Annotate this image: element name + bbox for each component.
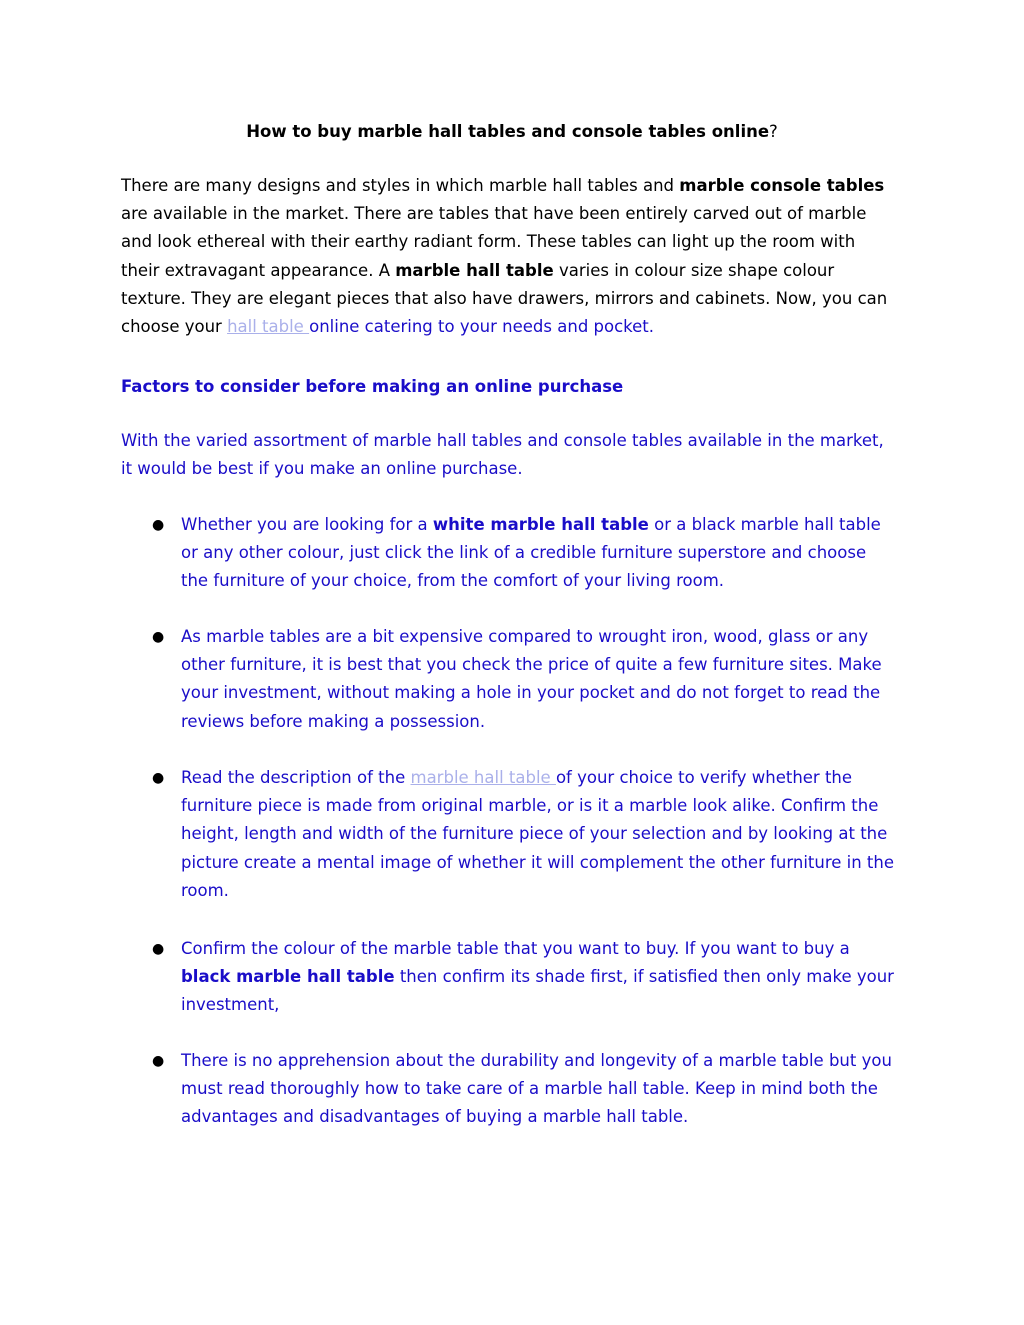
list-item <box>181 764 896 905</box>
bullet-dot-icon <box>152 764 166 778</box>
intro-bold-1: marble console tables <box>679 176 885 195</box>
bullet-3-text-a: Read the description of the <box>181 768 411 787</box>
bullet-3-text-c: of your choice to verify whether the furniture piece is made from original marble, or is it a marble look alike. Confirm the height, length and width of the furniture piece of your selection and by looking at the picture create a mental image of whether it will complement the other furniture in the room. <box>181 768 895 900</box>
bullet-dot-icon <box>152 1047 166 1061</box>
document-title <box>0 118 1024 146</box>
document-title-tail: ? <box>769 122 778 141</box>
marble-hall-table-link[interactable]: marble hall table <box>410 768 556 787</box>
bullet-4-text-a: Confirm the colour of the marble table that you want to buy. If you want to buy a <box>181 939 850 958</box>
list-item <box>181 623 896 736</box>
section-heading: Factors to consider before making an online purchase <box>121 377 624 396</box>
intro-bold-2: marble hall table <box>395 260 554 280</box>
bullet-5-text: There is no apprehension about the durability and longevity of a marble table but you must read thoroughly how to take care of a marble hall table. Keep in mind both the advantages and disadvantages of buying a marble hall table. <box>181 1051 892 1127</box>
bullet-2-text: As marble tables are a bit expensive compared to wrought iron, wood, glass or any other furniture, it is best that you check the price of quite a few furniture sites. Make your investment, without making a hole in your pocket and do not forget to read the reviews before making a possession. <box>181 627 882 731</box>
hall-table-link[interactable]: hall table <box>227 317 310 337</box>
intro-text-3: varies in colour size shape colour texture. They are elegant pieces that also have drawers, mirrors and cabinets. Now, you can choose your <box>121 260 888 337</box>
list-item <box>181 1047 896 1132</box>
bullet-4-text-c: then confirm its shade first, if satisfied then only make your investment, <box>181 967 894 1015</box>
bullet-dot-icon <box>152 511 166 525</box>
lead-paragraph: With the varied assortment of marble hall tables and console tables available in the market, it would be best if you make an online purchase. <box>121 431 884 479</box>
bullet-dot-icon <box>152 935 166 949</box>
list-item <box>181 511 896 596</box>
bullet-4-bold: black marble hall table <box>181 967 395 987</box>
intro-paragraph <box>121 172 896 341</box>
list-item <box>181 935 896 1020</box>
bullet-1-text-a: Whether you are looking for a <box>181 515 433 534</box>
intro-text-1: There are many designs and styles in which marble hall tables and <box>121 176 680 195</box>
bullet-1-text-c: or a black marble hall table or any other colour, just click the link of a credible furniture superstore and choose the furniture of your choice, from the comfort of your living room. <box>181 515 881 591</box>
document-title-bold: How to buy marble hall tables and console tables online <box>246 122 770 141</box>
bullet-1-bold: white marble hall table <box>432 515 649 534</box>
intro-text-2: are available in the market. There are tables that have been entirely carved out of marble and look ethereal with their earthy radiant form. These tables can light up the room with their extravagant appearance. A <box>121 204 867 280</box>
bullet-dot-icon <box>152 623 166 637</box>
intro-text-4: online catering to your needs and pocket. <box>309 317 655 337</box>
